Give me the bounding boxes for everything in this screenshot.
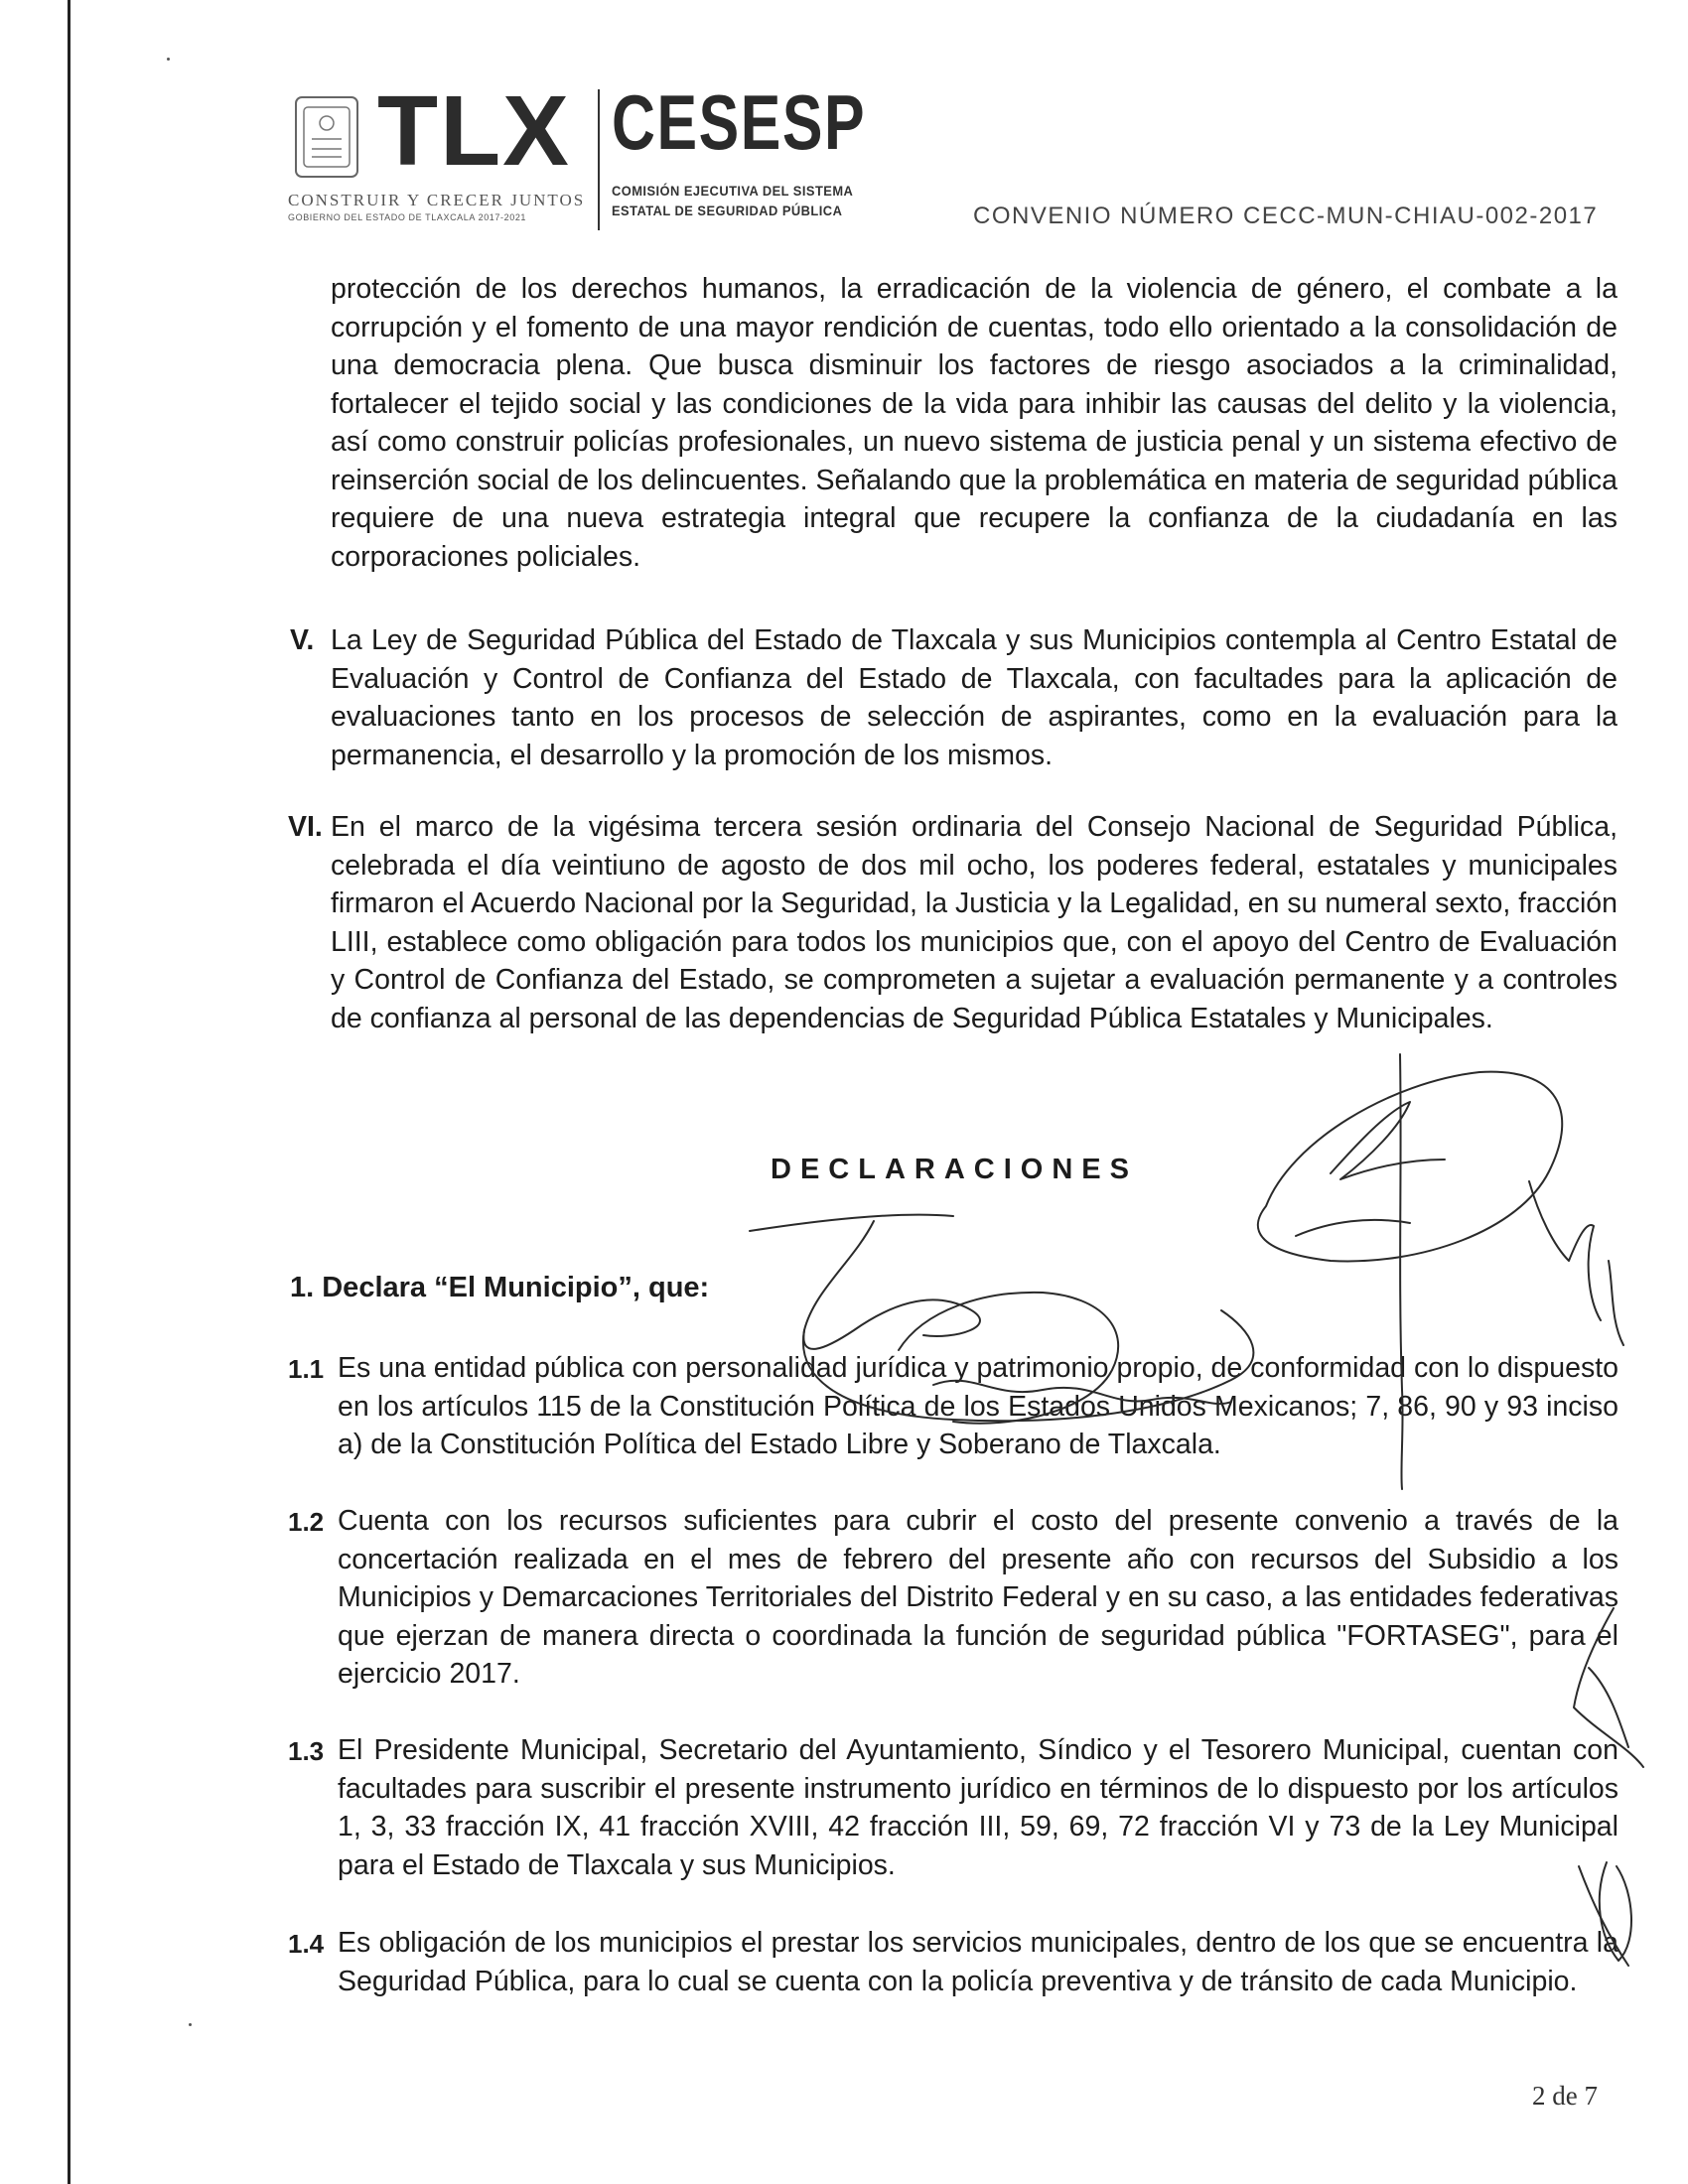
declaration-number-1-1: 1.1 xyxy=(288,1354,325,1384)
signature-center-loop xyxy=(803,1221,980,1349)
declaration-text-1-2: Cuenta con los recursos suficientes para cubrir el costo del presente convenio a través de la concertación realizada en el mes de febrero del presente año con recursos del Subsidio a los Municipios y Demarcaciones Territoriales del Distrito Federal y en su caso, a las entidades federativas que ejerzan de manera directa o coordinada la función de seguridad pública "FORTASEG", para el ejercicio 2017. xyxy=(338,1505,1618,1690)
tlx-logo-text: TLX xyxy=(377,75,571,187)
declaration-text-1-3: El Presidente Municipal, Secretario del Ayuntamiento, Síndico y el Tesorero Municipal, cuentan con facultades para suscribir el presente instrumento jurídico en términos de lo dispuesto por los artículos 1, 3, 33 fracción IX, 41 fracción XVIII, 42 fracción III, 59, 69, 72 fracción VI y 73 de la Ley Municipal para el Estado de Tlaxcala y sus Municipios. xyxy=(338,1734,1618,1881)
declaration-number-1-2: 1.2 xyxy=(288,1507,325,1537)
signature-zigzag xyxy=(1331,1102,1445,1179)
tlaxcala-seal-logo xyxy=(292,93,361,183)
declaration-number-1-3: 1.3 xyxy=(288,1736,325,1766)
section-title-declaraciones: DECLARACIONES xyxy=(771,1154,1138,1185)
scan-speck xyxy=(189,2023,192,2026)
logo-divider xyxy=(598,89,600,230)
signature-right-mark xyxy=(1529,1181,1601,1320)
declaration-text-1-4: Es obligación de los municipios el prestar los servicios municipales, dentro de los que se encuentra la Seguridad Pública, para lo cual se cuenta con la policía preventiva y de tránsito de cada Municipio. xyxy=(338,1927,1618,1997)
tlx-subtitle: GOBIERNO DEL ESTADO DE TLAXCALA 2017-2021 xyxy=(288,212,527,222)
declaration-number-1-4: 1.4 xyxy=(288,1929,325,1959)
page-number: 2 de 7 xyxy=(1532,2081,1598,2111)
antecedent-number-vi: VI. xyxy=(288,811,323,843)
antecedent-number-v: V. xyxy=(290,624,315,656)
signature-large-loop xyxy=(1258,1072,1562,1262)
declara-municipio-heading: 1. Declara “El Municipio”, que: xyxy=(290,1272,710,1303)
signature-right-hook xyxy=(1609,1261,1623,1345)
intro-paragraph: protección de los derechos humanos, la erradicación de la violencia de género, el combate a la corrupción y el fomento de una mayor rendición de cuentas, todo ello orientado a la consolidación de una democracia plena. Que busca disminuir los factores de riesgo asociados a la criminalidad, fortalecer el tejido social y las condiciones de la vida para inhibir las causas del delito y la violencia, así como construir policías profesionales, un nuevo sistema de justicia penal y un sistema efectivo de reinserción social de los delincuentes. Señalando que la problemática en materia de seguridad pública requiere de una nueva estrategia integral que recupere la confianza de la ciudadanía en las corporaciones policiales. xyxy=(331,273,1618,573)
signature-left-swoop xyxy=(750,1215,953,1231)
cesesp-logo-text: CESESP xyxy=(612,78,867,166)
cesesp-subtitle-line2: ESTATAL DE SEGURIDAD PÚBLICA xyxy=(612,203,843,218)
declaration-text-1-1: Es una entidad pública con personalidad jurídica y patrimonio propio, de conformidad con lo dispuesto en los artículos 115 de la Constitución Política de los Estados Unidos Mexicanos; 7, 86, 90 y 93 inciso a) de la Constitución Política del Estado Libre y Soberano de Tlaxcala. xyxy=(338,1352,1618,1460)
tlx-tagline: CONSTRUIR Y CRECER JUNTOS xyxy=(288,191,586,209)
binding-line xyxy=(68,0,70,2184)
document-header xyxy=(288,75,1618,234)
antecedent-text-v: La Ley de Seguridad Pública del Estado de Tlaxcala y sus Municipios contempla al Centro Estatal de Evaluación y Control de Confianza del Estado de Tlaxcala, con facultades para la aplicación de evaluaciones tanto en los procesos de selección de aspirantes, como en la evaluación para la permanencia, el desarrollo y la promoción de los mismos. xyxy=(331,624,1618,771)
scan-speck xyxy=(167,58,170,61)
convenio-number: CONVENIO NÚMERO CECC-MUN-CHIAU-002-2017 xyxy=(973,203,1599,229)
signature-long-tail xyxy=(1296,1220,1410,1236)
cesesp-subtitle-line1: COMISIÓN EJECUTIVA DEL SISTEMA xyxy=(612,183,854,199)
antecedent-text-vi: En el marco de la vigésima tercera sesión ordinaria del Consejo Nacional de Seguridad Pública, celebrada el día veintiuno de agosto de dos mil ocho, los poderes federal, estatales y municipales firmaron el Acuerdo Nacional por la Seguridad, la Justicia y la Legalidad, en su numeral sexto, fracción LIII, establece como obligación para todos los municipios que, con el apoyo del Centro de Evaluación y Control de Confianza del Estado, se comprometen a sujetar a evaluación permanente y a controles de confianza al personal de las dependencias de Seguridad Pública Estatales y Municipales. xyxy=(331,811,1618,1034)
